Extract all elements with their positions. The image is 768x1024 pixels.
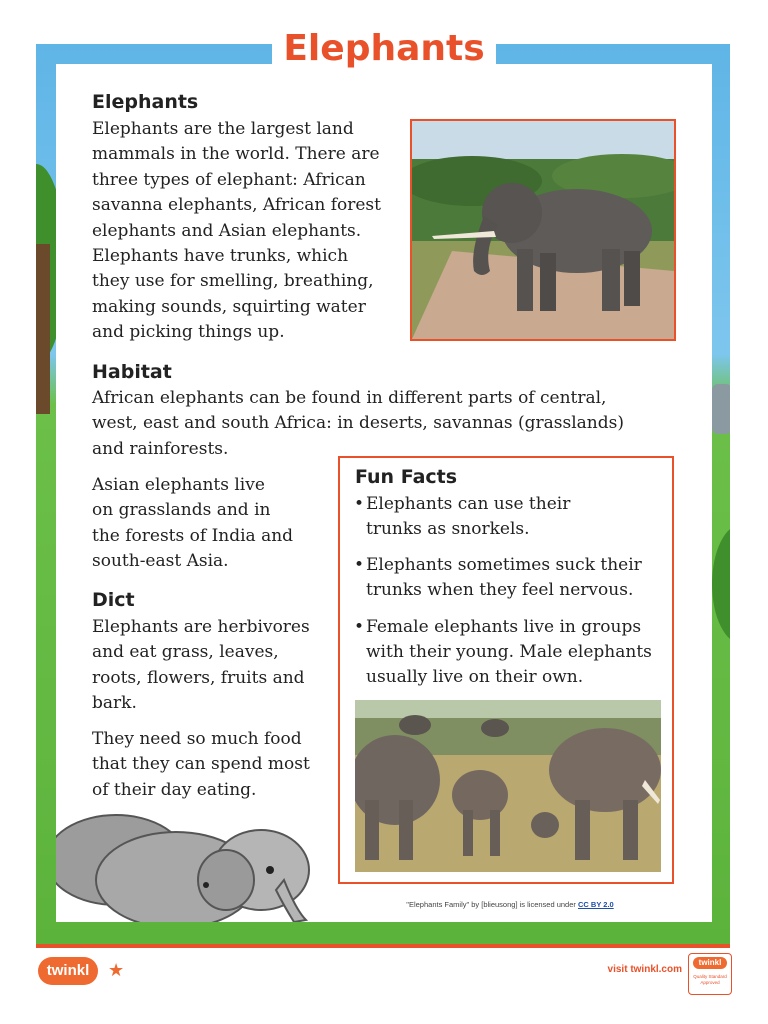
elephant-crossing-road-photo — [410, 119, 676, 341]
diet-line: of their day eating. — [92, 779, 257, 800]
credit-author: [blieusong] — [481, 900, 518, 909]
intro-line: and picking things up. — [92, 322, 285, 343]
intro-line: elephants and Asian elephants. — [92, 220, 362, 241]
intro-line: savanna elephants, African forest — [92, 195, 381, 216]
fun-fact-item — [354, 492, 664, 542]
fun-fact-line: trunks as snorkels. — [366, 519, 530, 539]
elephant-family-image — [355, 700, 661, 872]
fun-fact-line: Elephants can use their — [366, 494, 571, 514]
habitat-line: west, east and south Africa: in deserts, savannas (grasslands) — [92, 413, 624, 434]
diet-line: and eat grass, leaves, — [92, 642, 279, 663]
fun-fact-line: trunks when they feel nervous. — [366, 580, 634, 600]
habitat-line: and rainforests. — [92, 438, 229, 459]
credit-by: by — [469, 900, 482, 909]
diet-heading: Dict — [92, 589, 135, 611]
fun-fact-item — [354, 615, 664, 690]
cartoon-elephants-image — [56, 810, 320, 922]
elephant-photo-image — [412, 121, 674, 339]
credit-title: "Elephants Family" — [406, 900, 470, 909]
fun-facts-heading: Fun Facts — [355, 466, 458, 488]
twinkl-logo[interactable]: twinkl — [38, 957, 98, 985]
badge-caption: Quality Standard Approved — [693, 974, 727, 985]
habitat-paragraph-1 — [92, 386, 692, 462]
quality-standard-badge — [688, 953, 732, 995]
diet-line: bark. — [92, 693, 137, 714]
diet-line: Elephants are herbivores — [92, 617, 310, 637]
habitat-paragraph-2 — [92, 473, 332, 575]
habitat-line: African elephants can be found in different parts of central, — [92, 388, 607, 408]
diet-line: that they can spend most — [92, 754, 310, 775]
left-tree-trunk — [36, 244, 50, 414]
diet-paragraph-2 — [92, 727, 332, 803]
elephant-family-photo — [355, 700, 661, 872]
fun-fact-line: with their young. Male elephants — [366, 642, 652, 662]
habitat-line: on grasslands and in — [92, 500, 271, 521]
intro-line: Elephants are the largest land — [92, 119, 354, 139]
right-bush — [712, 524, 730, 644]
page-title: Elephants — [283, 28, 485, 69]
credit-licensed: is licensed under — [517, 900, 578, 909]
badge-logo: twinkl — [693, 957, 727, 969]
intro-line: mammals in the world. There are — [92, 144, 380, 165]
intro-line: Elephants have trunks, which — [92, 246, 349, 267]
bullet-icon: • — [354, 617, 365, 637]
diet-line: roots, flowers, fruits and — [92, 667, 305, 688]
intro-line: three types of elephant: African — [92, 169, 366, 190]
fun-fact-line: Female elephants live in groups — [366, 617, 642, 637]
bullet-icon: • — [354, 494, 365, 514]
footer-divider — [36, 944, 730, 948]
fun-fact-item — [354, 553, 664, 603]
diet-paragraph-1 — [92, 615, 332, 717]
visit-twinkl-link[interactable]: visit twinkl.com — [607, 964, 682, 975]
right-rock — [712, 384, 730, 434]
habitat-line: Asian elephants live — [92, 475, 265, 495]
habitat-line: south-east Asia. — [92, 551, 229, 572]
intro-paragraph — [92, 117, 407, 346]
habitat-line: the forests of India and — [92, 525, 294, 546]
image-credit — [340, 900, 680, 909]
intro-heading: Elephants — [92, 91, 199, 113]
intro-line: making sounds, squirting water — [92, 296, 366, 317]
cartoon-elephants-illustration — [56, 810, 320, 922]
star-icon: ★ — [108, 960, 125, 981]
habitat-heading: Habitat — [92, 361, 172, 383]
fun-fact-line: usually live on their own. — [366, 667, 584, 687]
fun-facts-box — [338, 456, 674, 884]
license-link[interactable]: CC BY 2.0 — [577, 900, 614, 909]
fun-fact-line: Elephants sometimes suck their — [366, 555, 642, 575]
intro-line: they use for smelling, breathing, — [92, 271, 374, 292]
bullet-icon: • — [354, 555, 365, 575]
diet-line: They need so much food — [92, 729, 302, 749]
